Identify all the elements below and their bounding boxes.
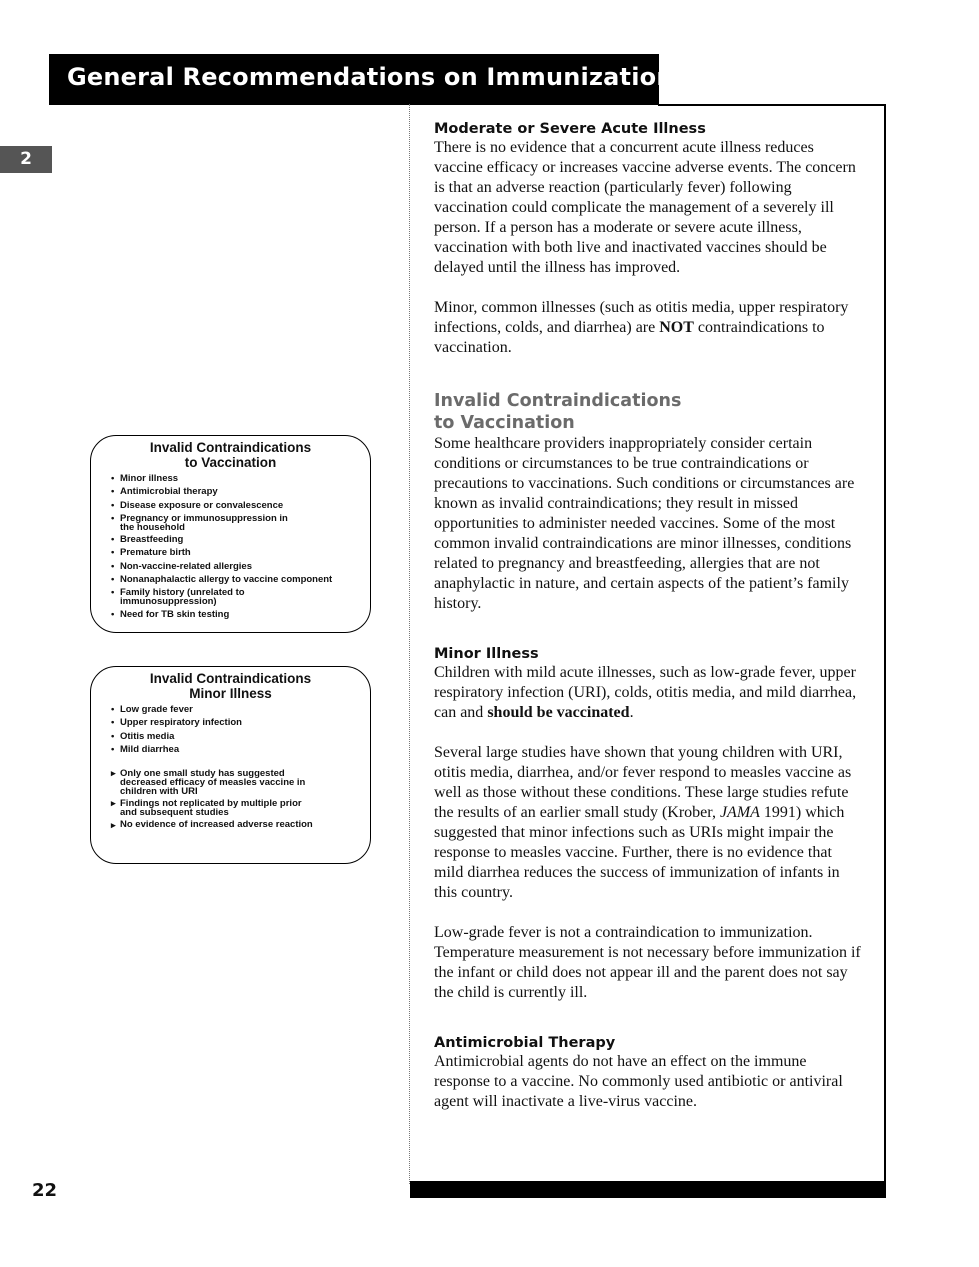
- section-heading-invalid: Invalid Contraindications to Vaccination: [434, 391, 682, 433]
- slide-title: Invalid Contraindications Minor Illness: [149, 671, 312, 701]
- list-item: • Nonanaphalactic allergy to vaccine component: [111, 575, 370, 585]
- frame-top-border: [658, 104, 885, 106]
- list-item: • Need for TB skin testing: [111, 610, 370, 620]
- slide-bullet-list: [91, 705, 370, 755]
- paragraph: There is no evidence that a concurrent acute illness reduces vaccine efficacy or increases vaccine adverse events. The concern is that an adverse reaction (particularly fever) following vaccination could complicate the management of a severely ill person. If a person has a moderate or severe acute illness, vaccination with both live and inactivated vaccines should be delayed until the illness has improved.: [434, 139, 856, 276]
- slide-minor-illness: [90, 666, 371, 864]
- list-item: • Low grade fever: [111, 705, 370, 715]
- page-number: 22: [32, 1180, 58, 1201]
- list-item: ▸ Findings not replicated by multiple prior and subsequent studies: [111, 799, 310, 817]
- list-item: • Premature birth: [111, 548, 370, 558]
- list-item: • Otitis media: [111, 732, 370, 742]
- slide-bullet-list: [91, 474, 370, 620]
- list-item: • Mild diarrhea: [111, 745, 370, 755]
- list-item: • Pregnancy or immunosuppression in the household: [111, 514, 290, 532]
- frame-right-border: [884, 104, 886, 1184]
- column-divider: [409, 104, 410, 1184]
- paragraph: Children with mild acute illnesses, such as low-grade fever, upper respiratory infection (URI), colds, otitis media, and mild diarrhea, can and should be vaccinated.: [434, 664, 857, 721]
- section-heading-minor: Minor Illness: [434, 646, 539, 662]
- slide-title: Invalid Contraindications to Vaccination: [149, 440, 312, 470]
- list-item: • Family history (unrelated to immunosuppression): [111, 588, 260, 606]
- footer-bar: [410, 1181, 886, 1198]
- list-item: • Non-vaccine-related allergies: [111, 562, 370, 572]
- section-heading-moderate: Moderate or Severe Acute Illness: [434, 121, 706, 137]
- paragraph: Some healthcare providers inappropriately consider certain conditions or circumstances to be true contraindications or precautions to vaccinations. Such conditions or circumstances are known as invalid contraindications; they result in missed opportunities to administer needed vaccines. Some of the most common invalid contraindications are minor illnesses, conditions related to pregnancy and breastfeeding, allergies that are not anaphylactic in nature, and certain aspects of the patient’s family history.: [434, 435, 855, 612]
- paragraph: Low-grade fever is not a contraindication to immunization. Temperature measurement is not necessary before immunization if the infant or child does not appear ill and the parent does not say the child is currently ill.: [434, 924, 861, 1001]
- main-text-column: [434, 121, 864, 1112]
- paragraph: Several large studies have shown that young children with URI, otitis media, diarrhea, and/or fever respond to measles vaccine as well as those without these conditions. These large studies refute the results of an earlier small study (Krober, JAMA 1991) which suggested that minor infections such as URIs might impair the response to measles vaccine. Further, there is no evidence that mild diarrhea reduces the success of immunization of infants in this country.: [434, 744, 852, 901]
- list-item: • Antimicrobial therapy: [111, 487, 370, 497]
- list-item: ▸ Only one small study has suggested decreased efficacy of measles vaccine in children with URI: [111, 769, 320, 796]
- slide-invalid-contraindications: [90, 435, 371, 633]
- list-item: • Upper respiratory infection: [111, 718, 370, 728]
- slide-note-list: [91, 769, 370, 831]
- paragraph: Minor, common illnesses (such as otitis media, upper respiratory infections, colds, and diarrhea) are NOT contraindications to vaccination.: [434, 299, 849, 356]
- chapter-tab: 2: [0, 146, 52, 173]
- list-item: • Minor illness: [111, 474, 370, 484]
- page-title: General Recommendations on Immunization: [67, 63, 674, 91]
- list-item: • Disease exposure or convalescence: [111, 501, 370, 511]
- list-item: • Breastfeeding: [111, 535, 370, 545]
- list-item: ▸ No evidence of increased adverse reaction: [111, 820, 370, 830]
- paragraph: Antimicrobial agents do not have an effect on the immune response to a vaccine. No commonly used antibiotic or antiviral agent will inactivate a live-virus vaccine.: [434, 1053, 843, 1110]
- section-heading-antimicrobial: Antimicrobial Therapy: [434, 1035, 616, 1051]
- header-bar: [49, 54, 674, 105]
